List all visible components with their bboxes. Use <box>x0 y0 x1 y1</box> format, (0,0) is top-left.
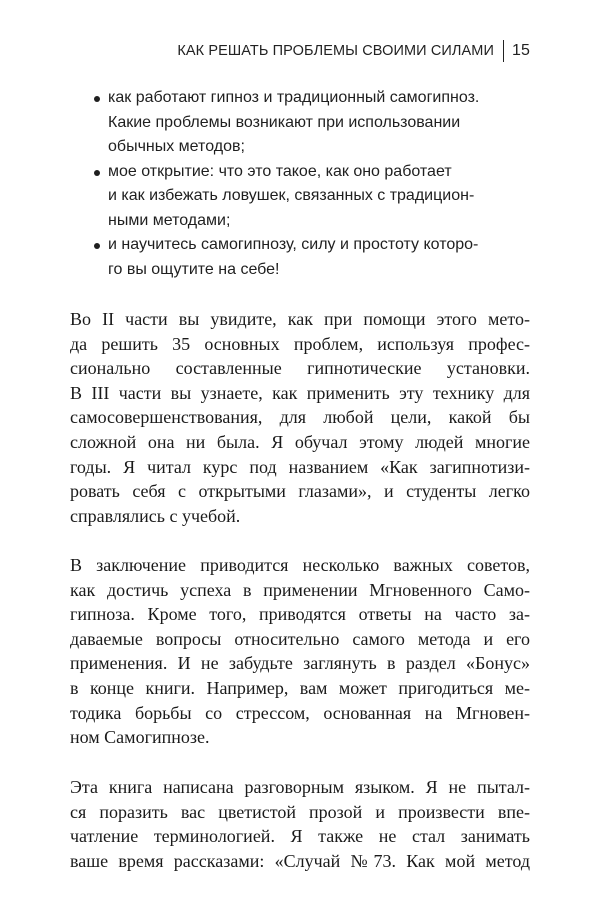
text-line: сложной она ни была. Я обучал этому людей многие <box>70 431 530 452</box>
page-number: 15 <box>512 42 530 59</box>
bullet-line: ными методами; <box>108 211 231 229</box>
text-line: ровать себя с открытыми глазами», и студенты легко <box>70 481 530 502</box>
paragraph-part-two <box>70 307 530 528</box>
text-line: годы. Я читал курс под названием «Как загипнотизи- <box>70 456 530 477</box>
bullet-line: как работают гипноз и традиционный самогипноз. <box>108 89 480 106</box>
text-line: тодика борьбы со стрессом, основанная на Мгновен- <box>70 702 530 723</box>
text-line: Эта книга написана разговорным языком. Я не пытал- <box>70 777 530 797</box>
text-line: да решить 35 основных проблем, используя профес- <box>70 333 530 354</box>
text-line: ном Самогипнозе. <box>70 727 210 748</box>
text-line: гипноза. Кроме того, приводятся ответы на часто за- <box>70 604 530 625</box>
text-line: Во II части вы увидите, как при помощи этого мето- <box>70 309 530 329</box>
bullet-item <box>94 233 534 282</box>
bullet-list <box>94 86 534 282</box>
text-line: как достичь успеха в применении Мгновенного Само- <box>70 579 530 600</box>
text-line: В заключение приводится несколько важных советов, <box>70 555 530 575</box>
bullet-item <box>94 86 534 160</box>
bullet-line: и как избежать ловушек, связанных с традицион- <box>108 187 475 204</box>
text-line: ся поразить вас цветистой прозой и произвести впе- <box>70 801 530 822</box>
text-line: в конце книги. Например, вам может пригодиться ме- <box>70 677 530 698</box>
header-divider <box>503 40 504 62</box>
bullet-line: Какие проблемы возникают при использовании <box>108 113 461 131</box>
text-line: В III части вы узнаете, как применить эту технику для <box>70 382 530 403</box>
bullet-line: мое открытие: что это такое, как оно работает <box>108 162 452 180</box>
text-line: самосовершенствования, для любой цели, какой бы <box>70 407 530 428</box>
bullet-dot <box>94 170 100 176</box>
running-title: КАК РЕШАТЬ ПРОБЛЕМЫ СВОИМИ СИЛАМИ <box>177 43 494 59</box>
bullet-dot <box>94 243 100 249</box>
bullet-line: и научитесь самогипнозу, силу и простоту которо- <box>108 236 479 253</box>
bullet-line: го вы ощутите на себе! <box>108 260 280 278</box>
paragraph-conclusion <box>70 553 530 750</box>
bullet-dot <box>94 96 100 102</box>
text-line: чатление терминологией. Я также не стал занимать <box>70 826 530 847</box>
text-line: сионально составленные гипнотические установки. <box>70 358 530 379</box>
bullet-item <box>94 160 534 234</box>
text-line: применения. И не забудьте заглянуть в раздел «Бонус» <box>70 653 530 674</box>
text-line: даваемые вопросы относительно самого метода и его <box>70 628 530 649</box>
running-header <box>177 40 530 62</box>
text-line: ваше время рассказами: «Случай №73. Как мой метод <box>70 850 530 871</box>
paragraph-style <box>70 775 530 873</box>
text-line: справлялись с учебой. <box>70 505 241 526</box>
bullet-line: обычных методов; <box>108 138 245 155</box>
